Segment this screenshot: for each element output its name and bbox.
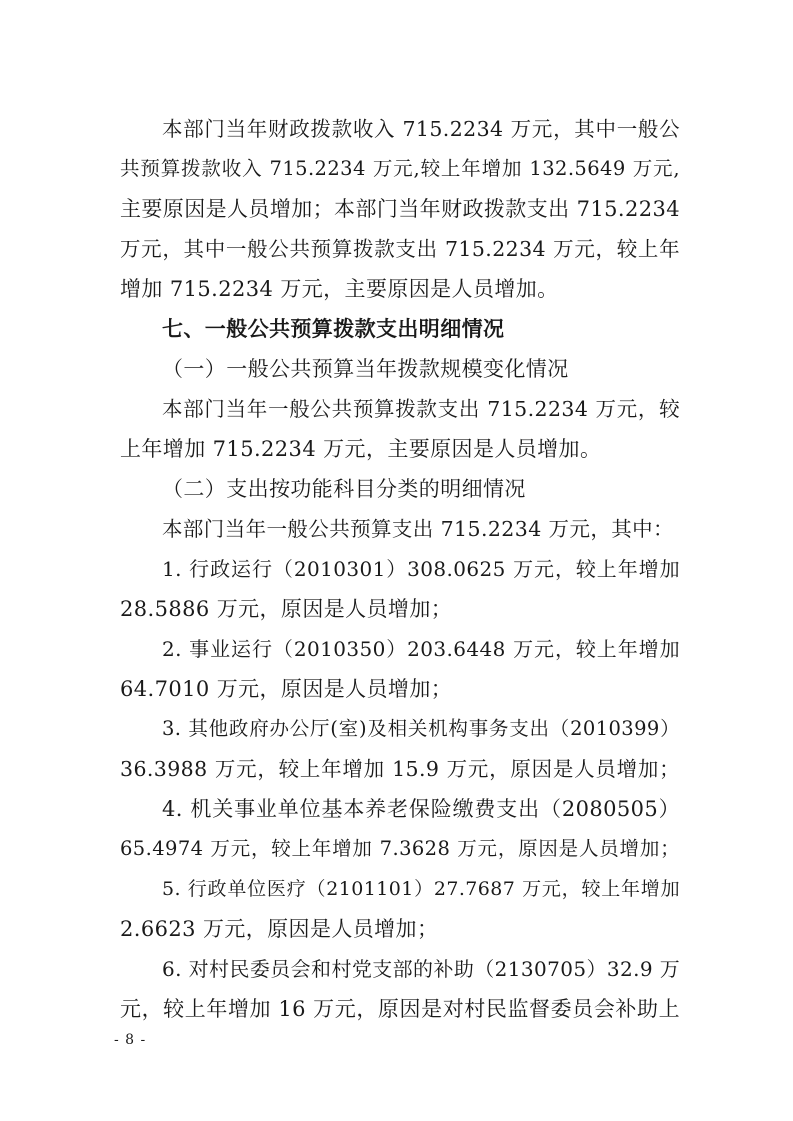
list-item-line: 65.4974 万元，较上年增加 7.3628 万元，原因是人员增加； [120, 837, 680, 860]
paragraph-line: 万元，其中一般公共预算拨款支出 715.2234 万元，较上年 [120, 237, 680, 261]
paragraph-line: 增加 715.2234 万元，主要原因是人员增加。 [120, 277, 559, 301]
list-item-line: 1. 行政运行（2010301）308.0625 万元，较上年增加 [162, 557, 680, 581]
page-number: - 8 - [114, 1032, 147, 1048]
list-item-line: 5. 行政单位医疗（2101101）27.7687 万元，较上年增加 [162, 878, 680, 900]
list-item-line: 4. 机关事业单位基本养老保险缴费支出（2080505） [162, 797, 680, 821]
list-item-line: 6. 对村民委员会和村党支部的补助（2130705）32.9 万 [162, 957, 681, 981]
list-item-line: 36.3988 万元，较上年增加 15.9 万元，原因是人员增加； [120, 757, 680, 781]
list-item-line: 2.6623 万元，原因是人员增加； [120, 917, 439, 941]
section-heading: 七、一般公共预算拨款支出明细情况 [162, 316, 505, 341]
list-item-line: 64.7010 万元，原因是人员增加； [120, 677, 453, 701]
list-item-line: 28.5886 万元，原因是人员增加； [120, 597, 453, 621]
subsection-heading: （二）支出按功能科目分类的明细情况 [162, 477, 526, 501]
paragraph-line: 上年增加 715.2234 万元，主要原因是人员增加。 [120, 437, 602, 461]
list-item-line: 元，较上年增加 16 万元，原因是对村民监督委员会补助上 [120, 997, 680, 1021]
paragraph-line: 本部门当年一般公共预算拨款支出 715.2234 万元，较 [162, 397, 680, 421]
paragraph-line: 本部门当年一般公共预算支出 715.2234 万元，其中： [162, 517, 674, 541]
paragraph-line: 本部门当年财政拨款收入 715.2234 万元，其中一般公 [162, 117, 680, 141]
list-item-line: 3. 其他政府办公厅(室)及相关机构事务支出（2010399） [162, 717, 680, 740]
paragraph-line: 共预算拨款收入 715.2234 万元,较上年增加 132.5649 万元, [120, 157, 680, 180]
paragraph-line: 主要原因是人员增加；本部门当年财政拨款支出 715.2234 [120, 197, 680, 221]
subsection-heading: （一）一般公共预算当年拨款规模变化情况 [162, 357, 569, 381]
list-item-line: 2. 事业运行（2010350）203.6448 万元，较上年增加 [162, 637, 680, 661]
